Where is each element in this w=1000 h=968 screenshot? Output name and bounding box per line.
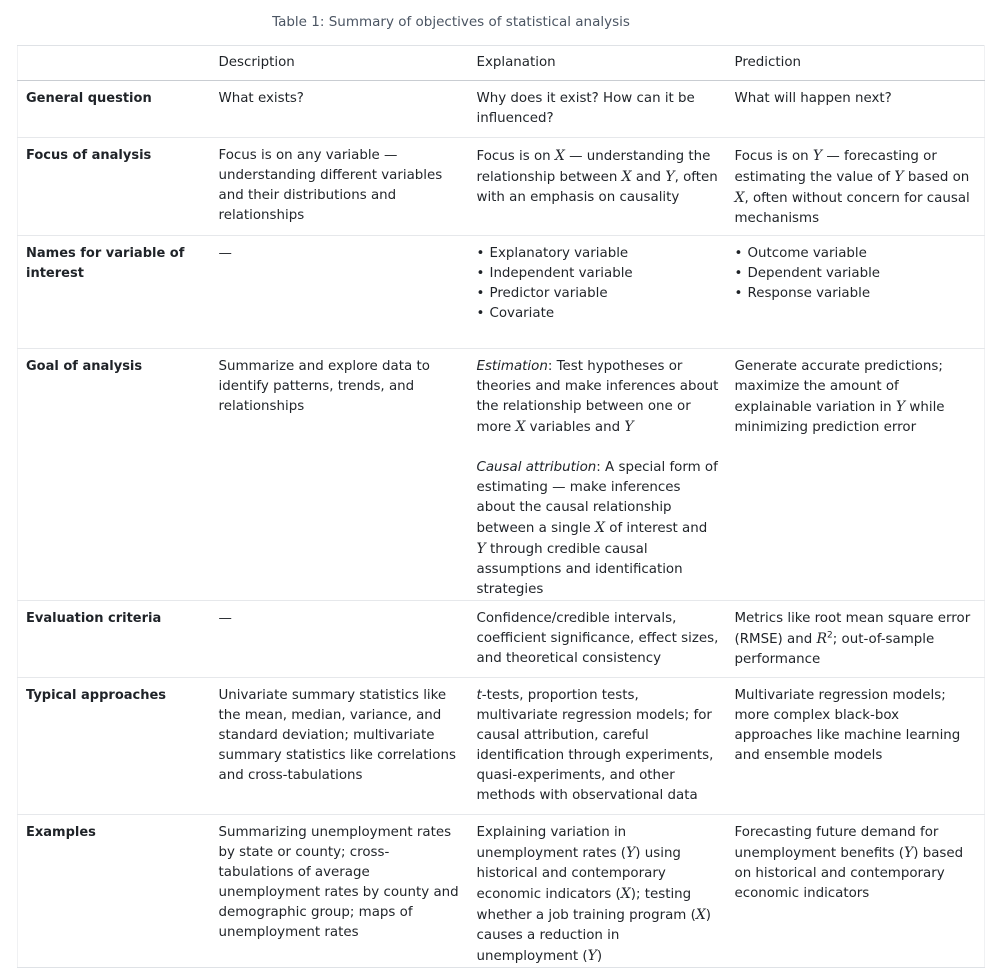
header-description: Description — [211, 46, 469, 81]
list-item: • Predictor variable — [490, 284, 720, 304]
header-empty — [18, 46, 211, 81]
prediction-cell: Multivariate regression models; more complex black-box approaches like machine learning and ensemble models — [727, 678, 985, 815]
math-var: Y — [894, 169, 904, 185]
description-cell: — — [211, 236, 469, 349]
math-var: R — [816, 631, 828, 647]
table-row — [18, 236, 985, 349]
list-item: • Explanatory variable — [490, 244, 720, 264]
list-item: • Independent variable — [490, 264, 720, 284]
description-cell: Summarize and explore data to identify patterns, trends, and relationships — [211, 349, 469, 601]
row-label: Evaluation criteria — [18, 601, 211, 678]
table-row — [18, 815, 985, 968]
header-row — [18, 46, 985, 81]
table-row — [18, 349, 985, 601]
bullet-list — [735, 244, 978, 304]
row-label: General question — [18, 81, 211, 138]
table-row — [18, 81, 985, 138]
math-var: Y — [903, 845, 914, 861]
explanation-cell: t-tests, proportion tests, multivariate regression models; for causal attribution, careful identification through experiments, quasi-experiments, and other methods with observational data — [469, 678, 727, 815]
math-var: X — [554, 148, 565, 164]
row-label: Typical approaches — [18, 678, 211, 815]
description-cell: Focus is on any variable — understanding different variables and their distributions and relationships — [211, 138, 469, 236]
table-caption: Table 1: Summary of objectives of statistical analysis — [272, 14, 630, 30]
explanation-cell: Confidence/credible intervals, coefficient significance, effect sizes, and theoretical consistency — [469, 601, 727, 678]
explanation-cell: Explaining variation in unemployment rates (Y) using historical and contemporary economic indicators (X); testing whether a job training program (X) causes a reduction in unemployment (Y) — [476, 825, 712, 964]
math-var: Y — [587, 948, 597, 964]
explanation-cell: Why does it exist? How can it be influenced? — [469, 81, 727, 138]
header-prediction: Prediction — [727, 46, 985, 81]
explanation-cell: Focus is on X — understanding the relationship between X and Y, often with an emphasis on causality — [469, 138, 727, 236]
math-var: X — [595, 520, 605, 536]
math-var: X — [695, 907, 706, 923]
prediction-cell: Forecasting future demand for unemployment benefits (Y) based on historical and contemporary economic indicators — [734, 825, 964, 901]
summary-table — [17, 45, 985, 968]
prediction-cell: Focus is on Y — forecasting or estimating the value of Y based on X, often without concern for causal mechanisms — [727, 138, 985, 236]
estimation-paragraph: Estimation: Test hypotheses or theories and make inferences about the relationship between one or more X variables and Y — [476, 359, 719, 435]
explanation-cell — [469, 236, 727, 349]
math-var: Y — [895, 399, 906, 415]
math-var: Y — [624, 419, 634, 435]
math-var: X — [621, 169, 632, 185]
table-row — [18, 601, 985, 678]
math-var: X — [620, 886, 631, 902]
row-label: Goal of analysis — [18, 349, 211, 601]
math-var: Y — [812, 148, 823, 164]
math-var: X — [515, 419, 526, 435]
math-var: X — [734, 190, 745, 206]
table-row — [18, 678, 985, 815]
math-var: Y — [665, 169, 675, 185]
prediction-cell: What will happen next? — [727, 81, 985, 138]
row-label: Focus of analysis — [18, 138, 211, 236]
explanation-cell — [469, 349, 727, 601]
list-item: • Dependent variable — [748, 264, 978, 284]
prediction-cell: Metrics like root mean square error (RMSE) and $R^2$; out-of-sample performance — [727, 601, 985, 678]
causal-attribution-paragraph: Causal attribution: A special form of estimating — make inferences about the causal relationship between a single X of interest and Y through credible causal assumptions and identification strategies — [476, 460, 718, 597]
table-row — [18, 138, 985, 236]
description-cell: — — [211, 601, 469, 678]
description-cell: What exists? — [211, 81, 469, 138]
row-label: Examples — [26, 825, 96, 840]
list-item: • Covariate — [490, 304, 720, 324]
math-var: Y — [626, 845, 636, 861]
description-cell: Summarizing unemployment rates by state or county; cross-tabulations of average unemployment rates by county and demographic group; maps of unemployment rates — [218, 825, 459, 940]
description-cell: Univariate summary statistics like the mean, median, variance, and standard deviation; multivariate summary statistics like correlations and cross-tabulations — [211, 678, 469, 815]
list-item: • Outcome variable — [748, 244, 978, 264]
row-label: Names for variable of interest — [18, 236, 211, 349]
prediction-cell — [727, 236, 985, 349]
prediction-cell: Generate accurate predictions; maximize the amount of explainable variation in Y while minimizing prediction error — [727, 349, 985, 601]
list-item: • Response variable — [748, 284, 978, 304]
header-explanation: Explanation — [469, 46, 727, 81]
math-var: Y — [476, 541, 486, 557]
bullet-list — [477, 244, 720, 324]
